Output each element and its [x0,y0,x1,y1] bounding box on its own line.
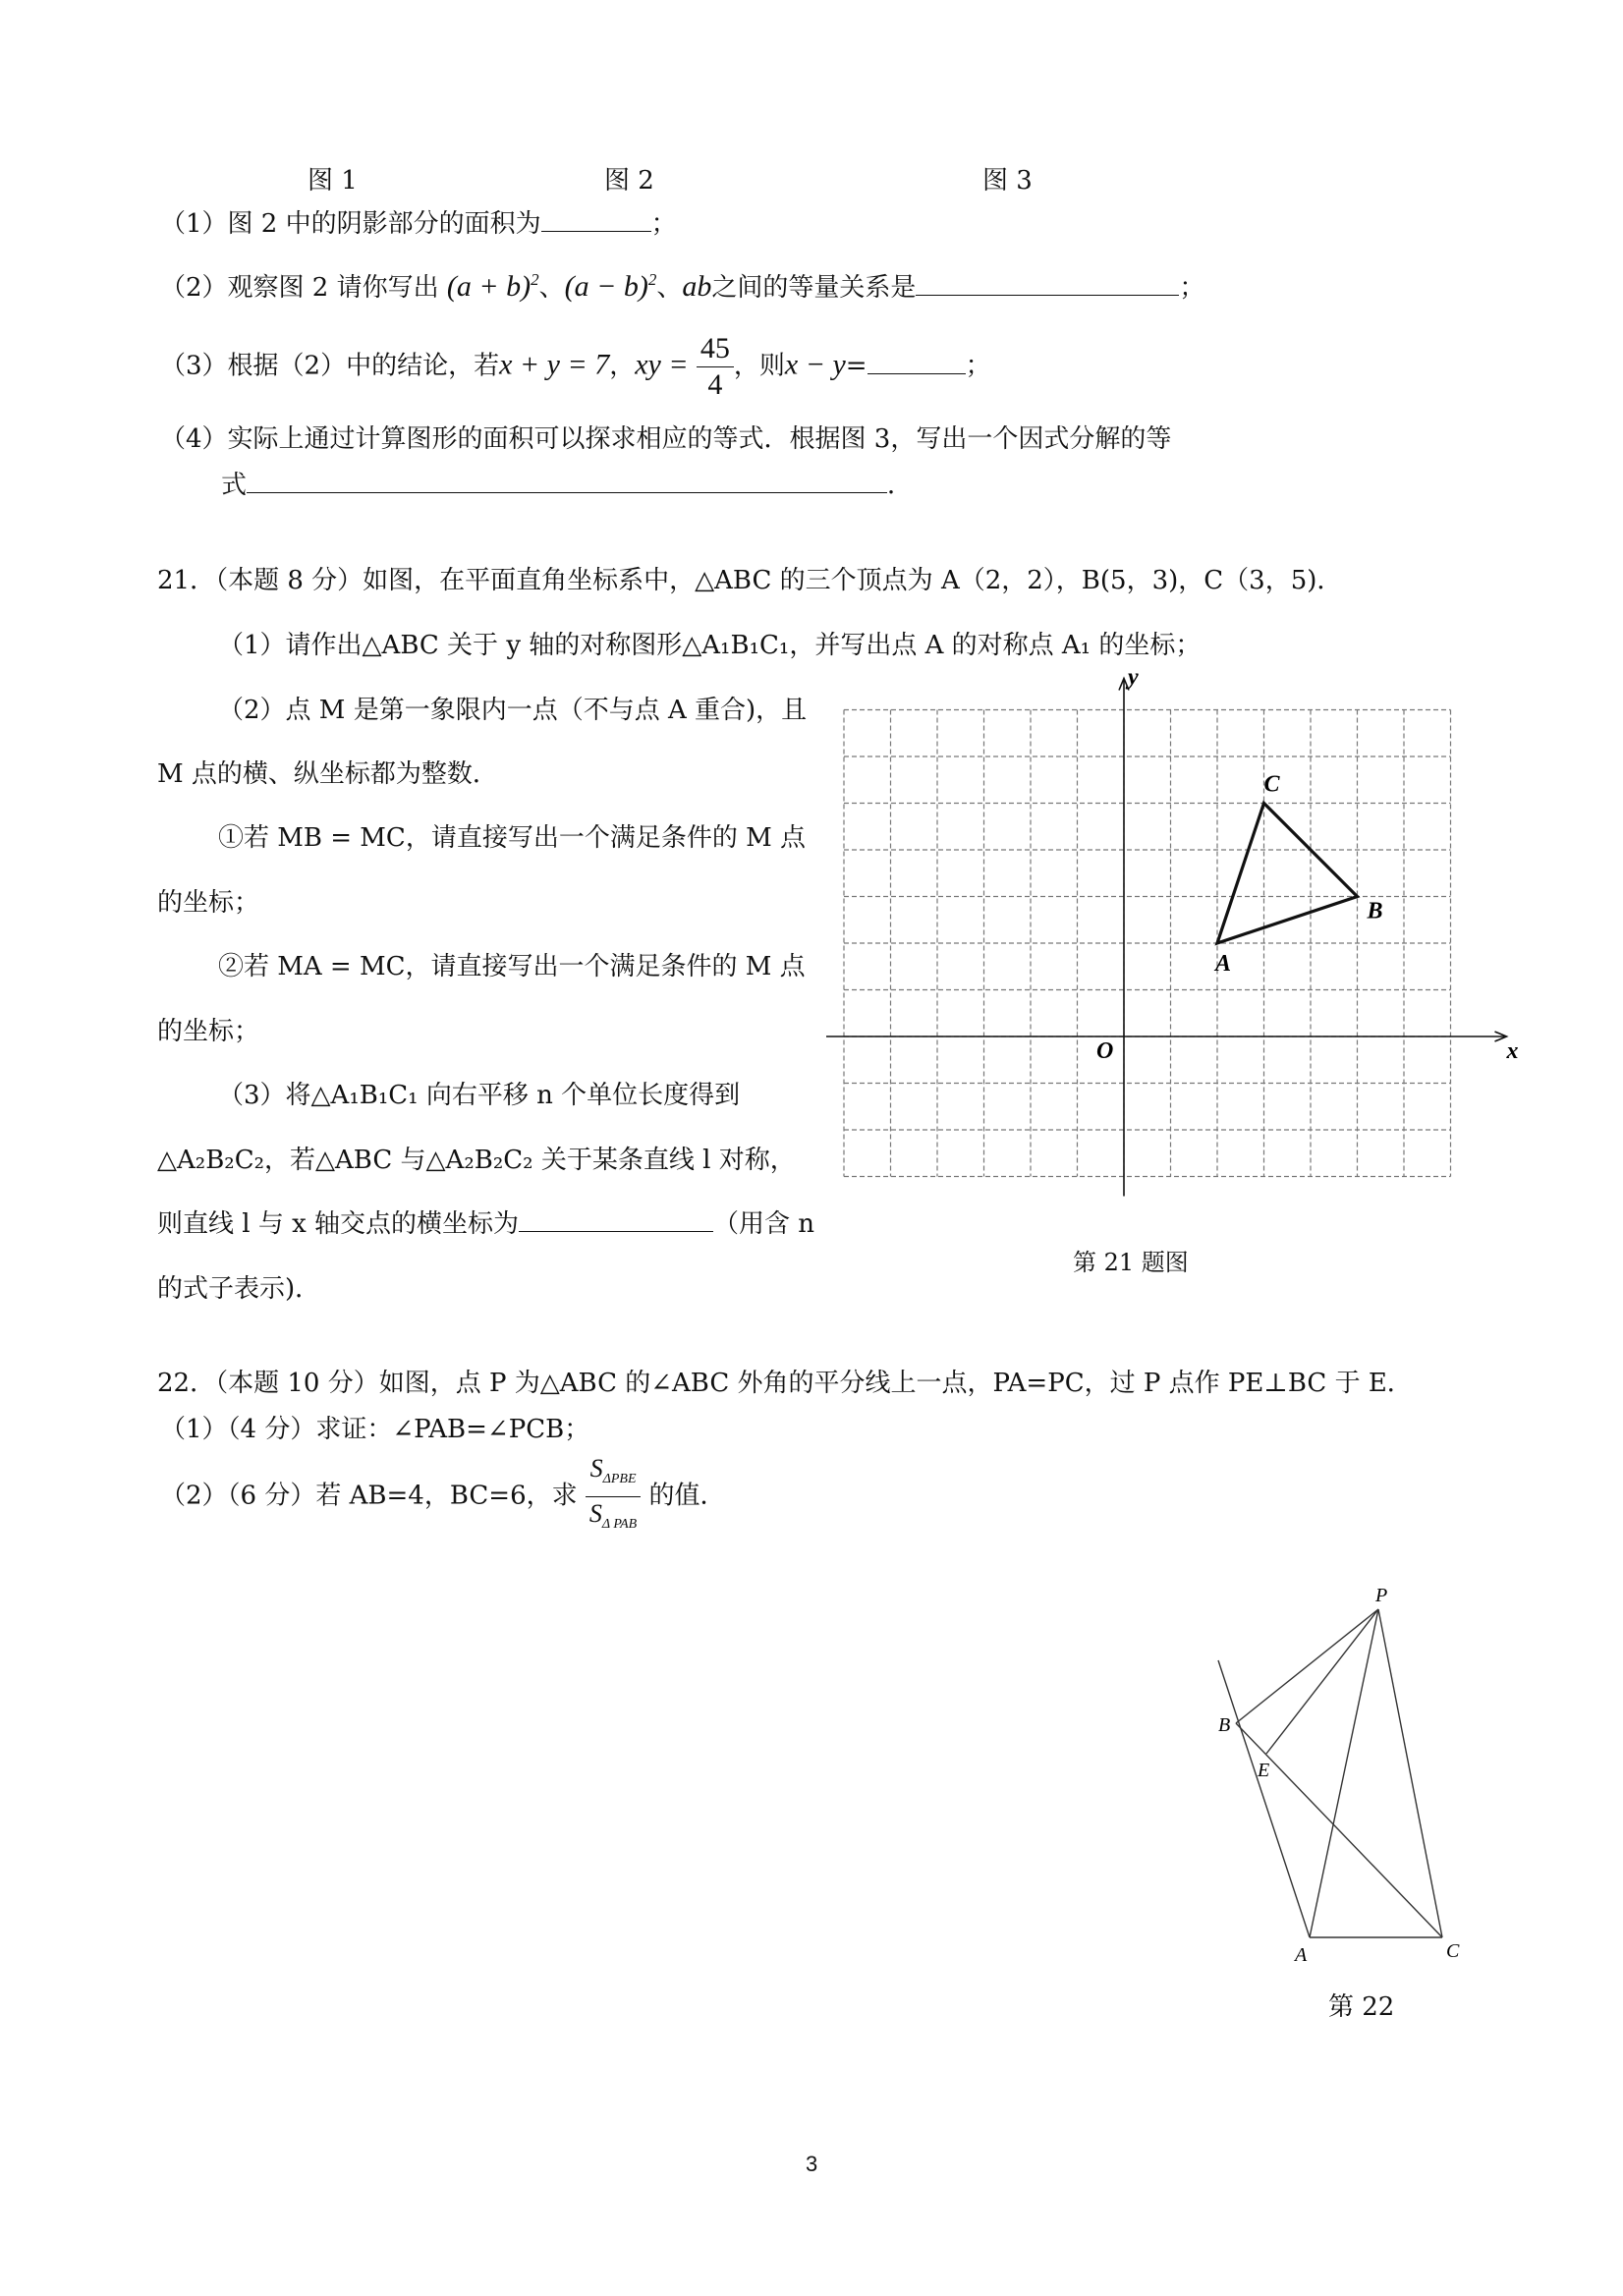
segment-pe [1266,1609,1378,1754]
answer-blank [916,291,1179,296]
segment-bp [1236,1609,1378,1723]
q20-part3-post: ，则 [733,351,785,381]
coordinate-grid-figure [823,664,1519,1218]
q20-part2-post: 之间的等量关系是 [711,273,917,303]
q21-part2-cond1: ①若 MB = MC，请直接写出一个满足条件的 M 点 [218,823,806,853]
q21-stem: 21．（本题 8 分）如图，在平面直角坐标系中，△ABC 的三个顶点为 A（2，2），B(5，3)，C（3，5)． [157,566,1343,595]
axes [826,665,1519,1197]
q20-part2-tail: ； [1179,273,1205,303]
fraction-numerator: $S_{\Delta PBE}$ [586,1452,641,1497]
geometry-figure-22 [1179,1562,1513,1985]
expr-a-plus-b: $(a + b)^2$ [446,270,539,303]
segment-pa [1310,1609,1378,1937]
answer-blank [867,369,966,374]
expr-x-minus-y: x − y [784,348,846,381]
dashed-grid [844,710,1451,1177]
point-label-b: B [1218,1714,1231,1736]
q20-part4-line2 [221,465,913,501]
point-label-c: C [1446,1940,1460,1962]
area-ratio-fraction [586,1452,641,1541]
q20-part1 [160,203,677,240]
expr-x-plus-y: x + y = 7 [499,348,610,381]
q20-part2 [160,267,1204,304]
q21-figure-caption: 第 21 题图 [1073,1249,1189,1276]
q20-part4-tail: ． [887,471,914,500]
q21-part2-line2: M 点的横、纵坐标都为整数． [157,759,498,789]
q22-part1: （1）（4 分）求证：∠PAB=∠PCB； [160,1415,590,1444]
vertex-label-a: A [1215,951,1232,977]
vertex-label-b: B [1367,898,1383,924]
expr-xy: xy = [635,348,689,381]
q22-stem: 22．（本题 10 分）如图，点 P 为△ABC 的∠ABC 外角的平分线上一点，PA=PC，过 P 点作 PE⊥BC 于 E． [157,1369,1413,1398]
q20-part1-tail: ； [650,209,677,239]
q21-part3-line3 [157,1204,814,1240]
q20-part4-line1: （4）实际上通过计算图形的面积可以探求相应的等式．根据图 3，写出一个因式分解的等 [160,424,1172,454]
q21-part2-line1: （2）点 M 是第一象限内一点（不与点 A 重合)，且 [218,696,808,725]
q20-part4-text: 式 [221,471,248,500]
q20-part3-text: （3）根据（2）中的结论，若 [160,351,500,381]
q21-part3-line2: △A₂B₂C₂，若△ABC 与△A₂B₂C₂ 关于某条直线 l 对称， [157,1146,796,1175]
expr-a-minus-b: $(a - b)^2$ [564,270,657,303]
fraction-denominator: 4 [707,368,723,401]
q22-figure-caption: 第 22 [1328,1992,1395,2022]
answer-blank [247,488,887,493]
q21-part3-line4: 的式子表示)． [157,1274,321,1304]
triangle-edges [1217,804,1358,944]
q21-part1: （1）请作出△ABC 关于 y 轴的对称图形△A₁B₁C₁，并写出点 A 的对称点 A₁ 的坐标； [218,631,1202,660]
page-number: 3 [806,2152,818,2176]
q20-part2-text: （2）观察图 2 请你写出 [160,273,439,303]
figure-label-2: 图 2 [604,166,654,196]
figure-label-3: 图 3 [982,166,1033,196]
q21-part2-cond2: ②若 MA = MC，请直接写出一个满足条件的 M 点 [218,952,806,981]
q22-part2-post: 的值． [648,1481,726,1511]
q21-part3-line1: （3）将△A₁B₁C₁ 向右平移 n 个单位长度得到 [218,1081,741,1110]
q22-part2-text: （2）（6 分）若 AB=4，BC=6，求 [160,1481,578,1511]
separator: 、 [538,273,565,303]
answer-blank [519,1227,713,1232]
q22-part2 [160,1452,726,1541]
point-label-e: E [1258,1760,1270,1781]
expr-ab: ab [682,270,712,303]
point-label-p: P [1375,1585,1388,1606]
q20-part1-text: （1）图 2 中的阴影部分的面积为 [160,209,541,239]
q21-part3-tail: （用含 n [713,1209,815,1239]
q21-part2-cond2-tail: 的坐标； [157,1017,260,1046]
equals-sign: = [845,351,867,381]
y-axis-label: y [1128,664,1139,691]
line-ray-b-a [1218,1660,1310,1937]
answer-blank [541,227,651,232]
vertex-label-c: C [1263,771,1280,798]
q20-part3-tail: ； [965,351,991,381]
separator: ， [609,351,636,381]
q21-part2-cond1-tail: 的坐标； [157,888,260,918]
figure-label-1: 图 1 [308,166,358,196]
x-axis-label: x [1506,1038,1519,1064]
fraction-denominator: $S_{\Delta PAB}$ [588,1499,638,1533]
segment-bc [1236,1723,1442,1937]
separator: 、 [656,273,683,303]
q20-part3 [160,331,991,403]
fraction-45-4 [697,331,734,403]
q21-part3-text: 则直线 l 与 x 轴交点的横坐标为 [157,1209,520,1239]
point-label-a: A [1295,1944,1308,1966]
segment-pc [1378,1609,1442,1937]
origin-label: O [1096,1038,1114,1064]
fraction-numerator: 45 [697,331,734,367]
